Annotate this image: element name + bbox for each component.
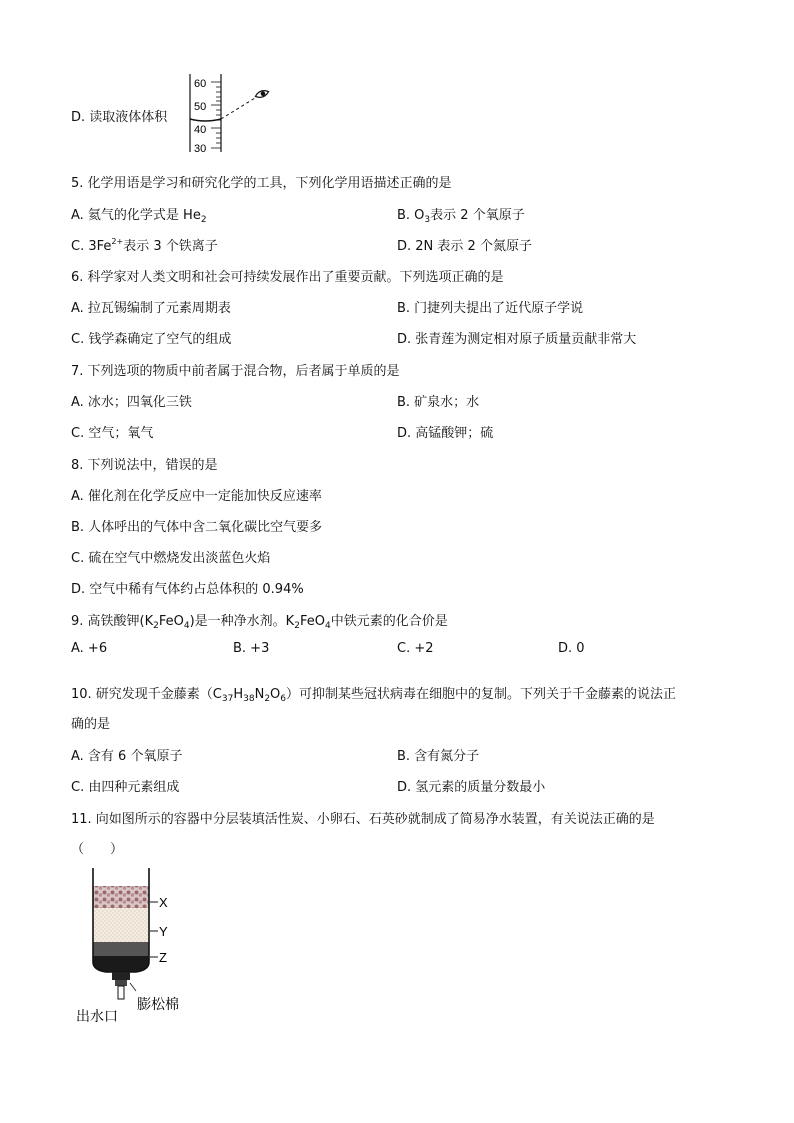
carbon-layer-z: [93, 942, 149, 956]
q7-option-c: C. 空气；氧气: [71, 426, 154, 441]
eye-icon: [254, 89, 269, 99]
water-filter-figure: [70, 862, 210, 1024]
q8-option-b: B. 人体呼出的气体中含二氧化碳比空气要多: [71, 520, 323, 535]
q6-option-c: C. 钱学森确定了空气的组成: [71, 332, 232, 347]
pebble-layer-x: [93, 886, 149, 908]
q8-option-d: D. 空气中稀有气体约占总体积的 0.94%: [71, 582, 304, 597]
q10-stem-continued: 确的是: [71, 717, 111, 732]
tick-label-50: 50: [194, 101, 207, 113]
tick-label-60: 60: [194, 78, 207, 90]
q7-option-a: A. 冰水；四氧化三铁: [71, 395, 192, 410]
q9-option-a: A. +6: [71, 641, 108, 656]
q5-option-a: A. 氦气的化学式是 $He_2$: [71, 208, 207, 225]
q6-option-b: B. 门捷列夫提出了近代原子学说: [397, 301, 584, 316]
q4-option-d: D. 读取液体体积: [71, 110, 168, 125]
q6-option-d: D. 张青莲为测定相对原子质量贡献非常大: [397, 332, 637, 347]
q10-option-a: A. 含有 6 个氧原子: [71, 749, 183, 764]
q5-stem: 5. 化学用语是学习和研究化学的工具，下列化学用语描述正确的是: [71, 176, 452, 191]
q10-stem: 10. 研究发现千金藤素$(C_{37}H_{38}N_2O_6)$可抑制某些冠状病毒在细胞中的复制。下列关于千金藤素的说法正: [71, 687, 677, 704]
q10-option-c: C. 由四种元素组成: [71, 780, 180, 795]
measuring-cylinder-figure: [185, 72, 285, 154]
label-outlet: 出水口: [76, 1008, 118, 1024]
q11-stem: 11. 向如图所示的容器中分层装填活性炭、小卵石、石英砂就制成了简易净水装置，有关说法正确的是: [71, 812, 655, 827]
tick-label-40: 40: [194, 124, 207, 136]
q6-stem: 6. 科学家对人类文明和社会可持续发展作出了重要贡献。下列选项正确的是: [71, 270, 504, 285]
q10-option-b: B. 含有氮分子: [397, 749, 480, 764]
q11-answer-blank: （ ）: [71, 842, 124, 857]
label-y: Y: [159, 924, 168, 939]
q8-option-a: A. 催化剂在化学反应中一定能加快反应速率: [71, 489, 322, 504]
q8-stem: 8. 下列说法中，错误的是: [71, 458, 218, 473]
q9-option-b: B. +3: [233, 641, 270, 656]
q9-option-c: C. +2: [397, 641, 434, 656]
q7-stem: 7. 下列选项的物质中前者属于混合物，后者属于单质的是: [71, 364, 400, 379]
label-x: X: [159, 895, 168, 910]
label-cotton: 膨松棉: [137, 996, 179, 1012]
label-z: Z: [159, 950, 167, 965]
q9-option-d: D. 0: [558, 641, 585, 656]
q7-option-d: D. 高锰酸钾；硫: [397, 426, 494, 441]
q6-option-a: A. 拉瓦锡编制了元素周期表: [71, 301, 231, 316]
q10-option-d: D. 氢元素的质量分数最小: [397, 780, 546, 795]
q8-option-c: C. 硫在空气中燃烧发出淡蓝色火焰: [71, 551, 271, 566]
q5-option-d: D. 2N 表示 2 个氮原子: [397, 239, 532, 254]
q5-option-b: B. $O_3$表示 2 个氧原子: [397, 208, 525, 225]
sand-layer-y: [93, 908, 149, 942]
q7-option-b: B. 矿泉水；水: [397, 395, 480, 410]
q9-stem: 9. 高铁酸钾$(K_2FeO_4)$是一种净水剂。$K_2FeO_4$中铁元素的化合价是: [71, 614, 448, 631]
tick-label-30: 30: [194, 143, 207, 154]
q5-option-c: C. $3Fe^{2+}$表示 3 个铁离子: [71, 237, 218, 254]
